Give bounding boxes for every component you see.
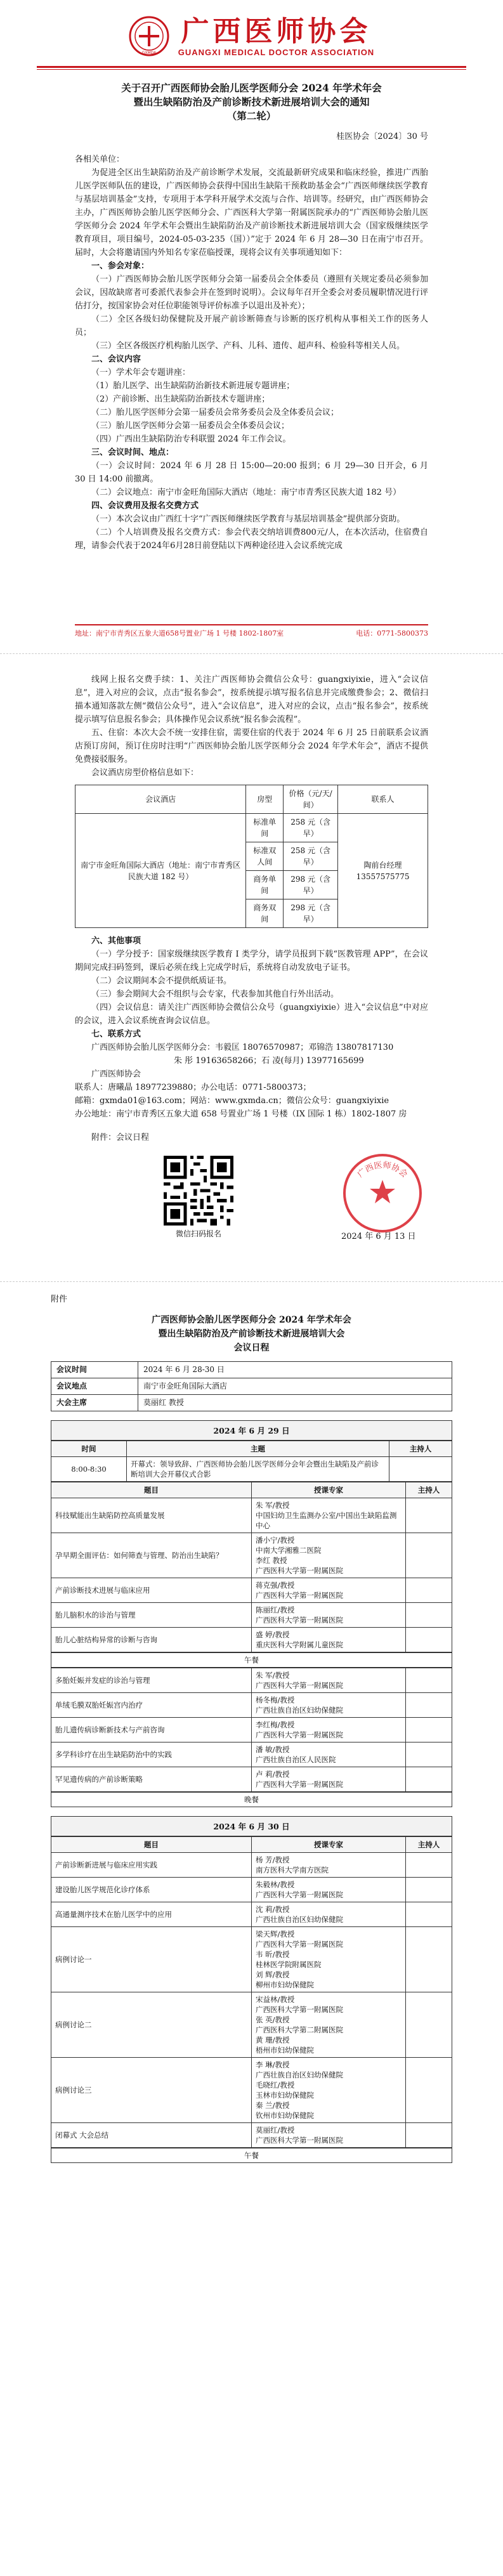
attachment-note: 附件：会议日程: [91, 1133, 150, 1142]
qr-caption: 微信扫码报名: [175, 1229, 221, 1238]
agenda-speaker: 潘 敏/教授 广西壮族自治区人民医院: [252, 1742, 406, 1767]
agenda-row: [51, 1878, 452, 1902]
hotel-intro: 会议酒店房型价格信息如下：: [91, 768, 199, 778]
agenda-topic: 高通量测序技术在胎儿医学中的应用: [51, 1902, 252, 1927]
agenda-host: [406, 1578, 452, 1603]
agenda-speaker: 莫丽红/教授 广西医科大学第一附属医院: [252, 2123, 406, 2148]
agenda-topic: 多学科诊疗在出生缺陷防治中的实践: [51, 1742, 252, 1767]
agenda-host: [406, 2058, 452, 2123]
agenda-row: [51, 1992, 452, 2058]
agenda-speaker: 潘小宁/教授 中南大学湘雅二医院 李红 教授 广西医科大学第一附属医院: [252, 1533, 406, 1578]
intro-paragraph: 为促进全区出生缺陷防治及产前诊断学术发展，交流最新研究成果和临床经验，推进广西胎儿医学医师队伍的建设，广西医师协会获得中国出生缺陷干预救助基金会“广西医师继续医学教育与基层培训基金”支持，专项用于本学科开展学术交流与合作、培训等。经研究，由广西医师协会主办，广西医师协会胎儿医学医师分会、广西医科大学第一附属医院承办的“广西医师协会胎儿医学医师分会 2024 年学术年会暨出生缺陷防治及产前诊断技术新进展培训大会（国家级继续医学教育项目，项目编号，2024-05-03-235（国））”定于 2024 年 6 月 28—30 日在南宁市召开。届时，大会将邀请国内外知名专家莅临授课，现将会议有关事项通知如下：: [75, 168, 428, 258]
agenda-topic: 单绒毛膜双胎妊娠宫内治疗: [51, 1693, 252, 1718]
room-type: 标准单间: [246, 814, 284, 842]
association-contact: 联系人：唐曦晶 18977239880；办公电话：0771-5800373；: [75, 1083, 311, 1092]
agenda-host: [406, 1668, 452, 1693]
agenda-topic: 科技赋能出生缺陷防控高质量发展: [51, 1498, 252, 1533]
agenda-page: [0, 1281, 503, 2576]
notice-page-2: [0, 653, 503, 1281]
attendee-item: （三）全区各级医疗机构胎儿医学、产科、儿科、遗传、超声科、检验科等相关人员。: [91, 341, 405, 351]
content-subitem: （2）产前诊断、出生缺陷防治新技术专题讲座；: [91, 395, 270, 404]
official-seal-icon: [341, 1152, 424, 1234]
attendee-item: （二）全区各级妇幼保健院及开展产前诊断筛查与诊断的医疗机构从事相关工作的医务人员；: [75, 315, 428, 337]
content-item: （二）胎儿医学医师分会第一届委员会常务委员会及全体委员会议；: [91, 408, 339, 417]
agenda-speaker: 盛 婷/教授 重庆医科大学附属儿童医院: [252, 1628, 406, 1652]
agenda-speaker: 朱毅林/教授 广西医科大学第一附属医院: [252, 1878, 406, 1902]
agenda-host: [406, 1628, 452, 1652]
agenda-speaker: 宋益林/教授 广西医科大学第一附属医院 张 英/教授 广西医科大学第二附属医院 黄 珊/教授 梧州市妇幼保健院: [252, 1992, 406, 2058]
schedule-table-am: 题目 授课专家 主持人 科技赋能出生缺陷防控高质量发展 朱 军/教授 中国妇幼卫生监测办公室/中国出生缺陷监测中心 孕早期全面评估：如何筛查与管理、防治出生缺陷？ 潘小宁/教授 中南大学湘雅二医院 李红 教授 广西医科大学第一附属医院 产前诊断技术进展与临床应用 蒋克强/教授 广西医科大学第一附属医院 胎儿脑积水的诊治与管理 陈丽红/教授 广西医科大学第一附属医院 胎儿心脏结构异常的诊断与咨询 盛 婷/教授 重庆医科大学附属儿童医院: [51, 1482, 452, 1652]
hotel-header: 会议酒店: [75, 785, 246, 814]
hotel-table: [75, 785, 428, 928]
agenda-speaker: 李红梅/教授 广西医科大学第一附属医院: [252, 1718, 406, 1742]
page-footer: [75, 624, 428, 638]
letterhead: [75, 0, 428, 63]
agenda-row: [51, 1767, 452, 1792]
agenda-row: [51, 1668, 452, 1693]
agenda-topic: 病例讨论一: [51, 1927, 252, 1992]
section-contacts: 七、联系方式: [91, 1030, 141, 1039]
association-logo-icon: [129, 16, 169, 56]
agenda-host: [406, 1878, 452, 1902]
agenda-host: [406, 1853, 452, 1878]
other-item: （三）参会期间大会不组织与会专家，代表参加其他自行外出活动。: [91, 990, 339, 999]
agenda-speaker: 陈丽红/教授 广西医科大学第一附属医院: [252, 1603, 406, 1628]
meeting-venue: （二）会议地点：南宁市金旺角国际大酒店（地址：南宁市青秀区民族大道 182 号）: [91, 488, 402, 497]
notice-page-1: [0, 0, 503, 653]
association-contact: 邮箱：gxmda01@163.com；网站：www.gxmda.cn；微信公众号：guangxiyixie: [75, 1096, 389, 1106]
agenda-host: [406, 2123, 452, 2148]
agenda-row: [51, 2123, 452, 2148]
agenda-topic: 病例讨论三: [51, 2058, 252, 2123]
agenda-topic: 多胎妊娠并发症的诊治与管理: [51, 1668, 252, 1693]
agenda-row: [51, 1718, 452, 1742]
room-type: 标准双人间: [246, 842, 284, 871]
agenda-topic: 胎儿遗传病诊断新技术与产前咨询: [51, 1718, 252, 1742]
section-attendees: 一、参会对象：: [91, 261, 150, 271]
section-fees: 四、会议费用及报名交费方式: [91, 501, 199, 511]
day-heading: 2024 年 6 月 29 日: [51, 1420, 452, 1441]
agenda-row: [51, 1853, 452, 1878]
agenda-topic: 胎儿心脏结构异常的诊断与咨询: [51, 1628, 252, 1652]
agenda-host: [406, 1992, 452, 2058]
agenda-host: [406, 1533, 452, 1578]
room-price: 298 元（含早）: [284, 899, 338, 928]
svg-text:广西医师协会: 广西医师协会: [356, 1160, 409, 1180]
notice-title: 关于召开广西医师协会胎儿医学医师分会 2024 年学术年会 暨出生缺陷防治及产前诊断技术新进展培训大会的通知 （第二轮）: [121, 82, 382, 122]
agenda-topic: 产前诊断技术进展与临床应用: [51, 1578, 252, 1603]
content-item: （三）胎儿医学医师分会第一届委员会全体委员会议；: [91, 421, 290, 431]
agenda-row: [51, 1603, 452, 1628]
agenda-host: [406, 1718, 452, 1742]
schedule-table-pm: [51, 1668, 452, 1792]
agenda-speaker: 蒋克强/教授 广西医科大学第一附属医院: [252, 1578, 406, 1603]
section-content: 二、会议内容: [91, 355, 141, 364]
other-item: （二）会议期间本会不提供纸质证书。: [91, 976, 232, 986]
annex-label: 附件: [51, 1295, 68, 1304]
agenda-host: [406, 1767, 452, 1792]
footer-phone: 电话：0771-5800373: [356, 629, 428, 637]
content-item: （一）学术年会专题讲座：: [91, 368, 191, 377]
lunch-row: 午餐: [51, 1652, 452, 1668]
registration-steps: 线网上报名交费手续：1、关注广西医师协会微信公众号：guangxiyixie，进入“会议信息”，进入对应的会议，点击“报名参会”，按系统提示填写报名信息并完成缴费参会；2、微信扫描本通知落款左侧“微信公众号”，进入“会议信息”，进入对应的会议，点击“报名参会”，按系统提示填写信息报名参会；具体操作见会议系统“报名参会流程”。: [75, 675, 428, 724]
schedule-table-day1: 时间 主题 主持人 8:00-8:30 开幕式：领导致辞、广西医师协会胎儿医学医师分会年会暨出生缺陷及产前诊断培训大会开幕仪式合影: [51, 1441, 452, 1482]
meeting-time: （一）会议时间：2024 年 6 月 28 日 15:00—20:00 报到；6 月 29—30 日开会，6 月 30 日 14:00 前撤离。: [75, 461, 428, 484]
agenda-speaker: 杨冬梅/教授 广西壮族自治区妇幼保健院: [252, 1693, 406, 1718]
other-item: （四）会议信息：请关注广西医师协会微信公众号（guangxiyixie）进入“会议信息”中对应的会议，进入会议系统查询会议信息。: [75, 1003, 428, 1026]
agenda-speaker: 李 琳/教授 广西壮族自治区妇幼保健院 毛晓红/教授 玉林市妇幼保健院 秦 兰/教授 钦州市妇幼保健院: [252, 2058, 406, 2123]
agenda-speaker: 梁天辉/教授 广西医科大学第一附属医院 韦 昕/教授 桂林医学院附属医院 刘 辉/教授 柳州市妇幼保健院: [252, 1927, 406, 1992]
hotel-name: 南宁市金旺角国际大酒店（地址：南宁市青秀区民族大道 182 号）: [75, 814, 246, 928]
agenda-speaker: 沈 莉/教授 广西壮族自治区妇幼保健院: [252, 1902, 406, 1927]
agenda-row: [51, 1902, 452, 1927]
association-name: 广西医师协会: [91, 1069, 141, 1079]
header-rule-thin: [37, 69, 466, 70]
agenda-topic: 病例讨论二: [51, 1992, 252, 2058]
agenda-row: [51, 1578, 452, 1603]
fee-item: （一）本次会议由广西红十字“广西医师继续医学教育与基层培训基金”提供部分资助。: [91, 514, 405, 524]
attendee-item: （一）广西医师协会胎儿医学医师分会第一届委员会全体委员（遵照有关规定委员必须参加会议，因故缺席者可委派代表参会并在签到时说明）。会议每年召开全委会对委员履职情况进行评估打分，按国家协会对任位职能领导评价标准予以退出及补充）；: [75, 275, 428, 311]
agenda-row: [51, 1533, 452, 1578]
room-price: 258 元（含早）: [284, 842, 338, 871]
other-item: （一）学分授予：国家级继续医学教育 I 类学分，请学员报到下载“医教管理 APP”，在会议期间完成扫码签到，课后必须在线上完成学时后，系统将自动发放电子证书。: [75, 950, 428, 972]
fee-item: （二）个人培训费及报名交费方式：参会代表交纳培训费800元/人，在本次活动，住宿费自理，请参会代表于2024年6月28日前登陆以下两种途径进入会议系统完成: [75, 528, 428, 551]
salutation: 各相关单位：: [75, 155, 125, 164]
agenda-topic: 闭幕式 大会总结: [51, 2123, 252, 2148]
agenda-topic: 胎儿脑积水的诊治与管理: [51, 1603, 252, 1628]
hotel-header: 联系人: [338, 785, 428, 814]
meeting-info-table: 会议时间 2024 年 6 月 28-30 日 会议地点 南宁市金旺角国际大酒店 大会主席 莫丽红 教授: [51, 1361, 452, 1411]
agenda-host: [406, 1742, 452, 1767]
agenda-speaker: 卢 莉/教授 广西医科大学第一附属医院: [252, 1767, 406, 1792]
agenda-topic: 孕早期全面评估：如何筛查与管理、防治出生缺陷？: [51, 1533, 252, 1578]
agenda-row: [51, 1628, 452, 1652]
agenda-row: [51, 2058, 452, 2123]
agenda-title: 广西医师协会胎儿医学医师分会 2024 年学术年会 暨出生缺陷防治及产前诊断技术新进展培训大会 会议日程: [152, 1315, 351, 1353]
agenda-speaker: 朱 军/教授 广西医科大学第一附属医院: [252, 1668, 406, 1693]
document-number: 桂医协会〔2024〕30 号: [336, 132, 428, 141]
room-type: 商务单间: [246, 871, 284, 899]
content-item: （四）广西出生缺陷防治专科联盟 2024 年工作会议。: [91, 435, 291, 444]
agenda-topic: 产前诊断新进展与临床应用实践: [51, 1853, 252, 1878]
svg-text:GXMDA: GXMDA: [141, 51, 157, 55]
hotel-header: 价格（元/天/间）: [284, 785, 338, 814]
accommodation-note: 五、住宿：本次大会不统一安排住宿，需要住宿的代表于 2024 年 6 月 25 日前联系会议酒店预订房间，预订住房时注明“广西医师协会胎儿医学医师分会 2024 年学术年会”，酒店不提供免费接驳服务。: [75, 728, 428, 764]
contact-line: 朱 彤 19163658266；石 凌(每月) 13977165699: [174, 1056, 364, 1066]
agenda-row: [51, 1693, 452, 1718]
org-name-cn: 广西医师协会: [181, 15, 372, 48]
lunch-row: 午餐: [51, 2148, 452, 2163]
room-price: 298 元（含早）: [284, 871, 338, 899]
agenda-host: [406, 1498, 452, 1533]
content-subitem: （1）胎儿医学、出生缺陷防治新技术新进展专题讲座；: [91, 381, 295, 391]
agenda-host: [406, 1902, 452, 1927]
agenda-row: [51, 1498, 452, 1533]
agenda-topic: 建设胎儿医学规范化诊疗体系: [51, 1878, 252, 1902]
agenda-host: [406, 1693, 452, 1718]
agenda-row: [51, 1927, 452, 1992]
header-rule: [37, 66, 466, 68]
contact-line: 广西医师协会胎儿医学医师分会：韦毅匡 18076570987；邓锦浩 13807817130: [91, 1043, 394, 1052]
agenda-speaker: 杨 芳/教授 南方医科大学南方医院: [252, 1853, 406, 1878]
room-price: 258 元（含早）: [284, 814, 338, 842]
agenda-host: [406, 1603, 452, 1628]
agenda-topic: 罕见遗传病的产前诊断策略: [51, 1767, 252, 1792]
qr-code-icon[interactable]: [164, 1156, 233, 1226]
signature-area: [75, 1156, 428, 1257]
hotel-contact: 陶前台经理 13557575775: [338, 814, 428, 928]
signing-date: 2024 年 6 月 13 日: [341, 1232, 416, 1241]
association-contact: 办公地址：南宁市青秀区五象大道 658 号置业广场 1 号楼（IX 国际 1 栋）1802-1807 房: [75, 1109, 407, 1119]
agenda-row: [51, 1742, 452, 1767]
agenda-speaker: 朱 军/教授 中国妇幼卫生监测办公室/中国出生缺陷监测中心: [252, 1498, 406, 1533]
dinner-row: 晚餐: [51, 1792, 452, 1807]
org-name-en: GUANGXI MEDICAL DOCTOR ASSOCIATION: [178, 47, 375, 57]
hotel-header: 房型: [246, 785, 284, 814]
agenda-host: [406, 1927, 452, 1992]
schedule-table-day2: 题目 授课专家 主持人 产前诊断新进展与临床应用实践 杨 芳/教授 南方医科大学南方医院 建设胎儿医学规范化诊疗体系 朱毅林/教授 广西医科大学第一附属医院 高通量测序技术在胎儿医学中的应用 沈 莉/教授 广西壮族自治区妇幼保健院 病例讨论一 梁天辉/教授 广西医科大学第一附属医院 韦 昕/教授 桂林医学院附属医院 刘 辉/教授 柳州市妇幼保健院 病例讨论二 宋益林/教授 广西医科大学第一附属医院 张 英/教授 广西医科大学第二附属医院 黄 珊/教授 梧州市妇幼保健院 病例讨论三 李 琳/教授 广西壮族自治区妇幼保健院 毛晓红/教授 玉林市妇幼保健院 秦 兰/教授 钦州市妇幼保健院 闭幕式 大会总结 莫丽红/教授 广西医科大学第一附属医院: [51, 1836, 452, 2148]
section-other: 六、其他事项: [91, 936, 141, 946]
section-time-place: 三、会议时间、地点：: [91, 448, 174, 457]
room-type: 商务双间: [246, 899, 284, 928]
day-heading: 2024 年 6 月 30 日: [51, 1816, 452, 1836]
footer-address: 地址：南宁市青秀区五象大道658号置业广场 1 号楼 1802-1807室: [75, 629, 284, 637]
